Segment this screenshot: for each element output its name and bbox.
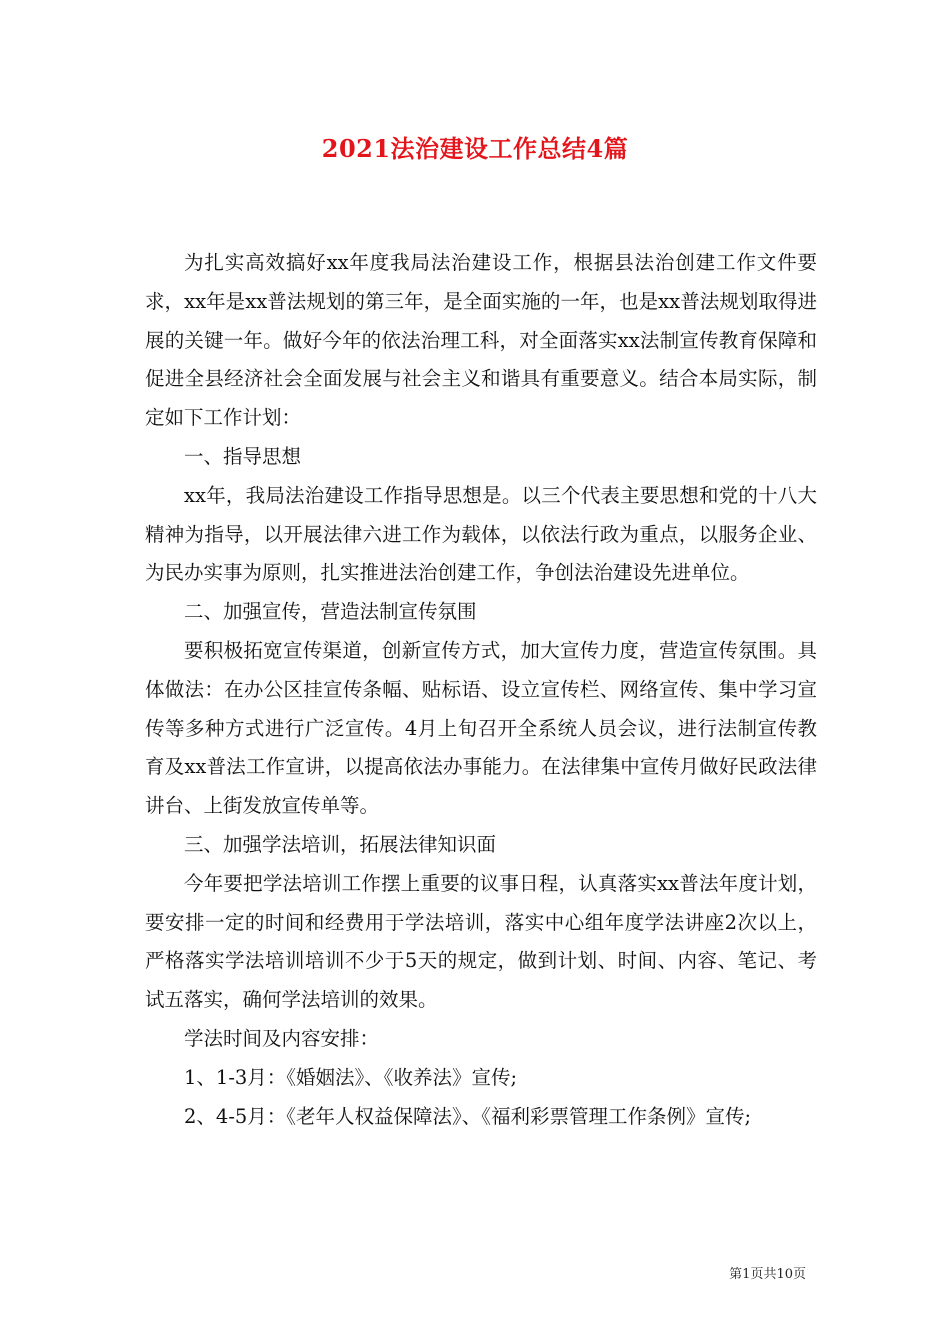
guiding-thought-paragraph: xx年，我局法治建设工作指导思想是。以三个代表主要思想和党的十八大精神为指导，以开展法律六进工作为载体，以依法行政为重点，以服务企业、为民办实事为原则，扎实推进法治创建工作，争创法治建设先进单位。 [145,483,817,585]
document-title: 2021法治建设工作总结4篇 [321,134,629,163]
schedule-item: 1、1-3月：《婚姻法》、《收养法》宣传; [184,1065,518,1089]
intro-paragraph: 为扎实高效搞好xx年度我局法治建设工作，根据县法治创建工作文件要求，xx年是xx普法规划的第三年，是全面实施的一年，也是xx普法规划取得进展的关键一年。做好今年的依法治理工科，对全面落实xx法制宣传教育保障和促进全县经济社会全面发展与社会主义和谐具有重要意义。结合本局实际，制定如下工作计划： [145,251,817,430]
publicity-paragraph: 要积极拓宽宣传渠道，创新宣传方式，加大宣传力度，营造宣传氛围。具体做法：在办公区挂宣传条幅、贴标语、设立宣传栏、网络宣传、集中学习宣传等多种方式进行广泛宣传。4月上旬召开全系统人员会议，进行法制宣传教育及xx普法工作宣讲，以提高依法办事能力。在法律集中宣传月做好民政法律讲台、上街发放宣传单等。 [145,638,817,818]
section-heading-training: 三、加强学法培训，拓展法律知识面 [184,832,497,856]
section-heading-guiding-thought: 一、指导思想 [184,444,302,468]
document-body [145,244,817,1136]
section-heading-publicity: 二、加强宣传，营造法制宣传氛围 [184,600,477,624]
schedule-heading: 学法时间及内容安排： [184,1026,380,1050]
schedule-item: 2、4-5月：《老年人权益保障法》、《福利彩票管理工作条例》宣传; [184,1104,752,1128]
page-number: 第1页共10页 [729,1267,806,1282]
training-paragraph: 今年要把学法培训工作摆上重要的议事日程，认真落实xx普法年度计划，要安排一定的时间和经费用于学法培训，落实中心组年度学法讲座2次以上，严格落实学法培训培训不少于5天的规定，做到计划、时间、内容、笔记、考试五落实，确何学法培训的效果。 [145,871,817,1012]
